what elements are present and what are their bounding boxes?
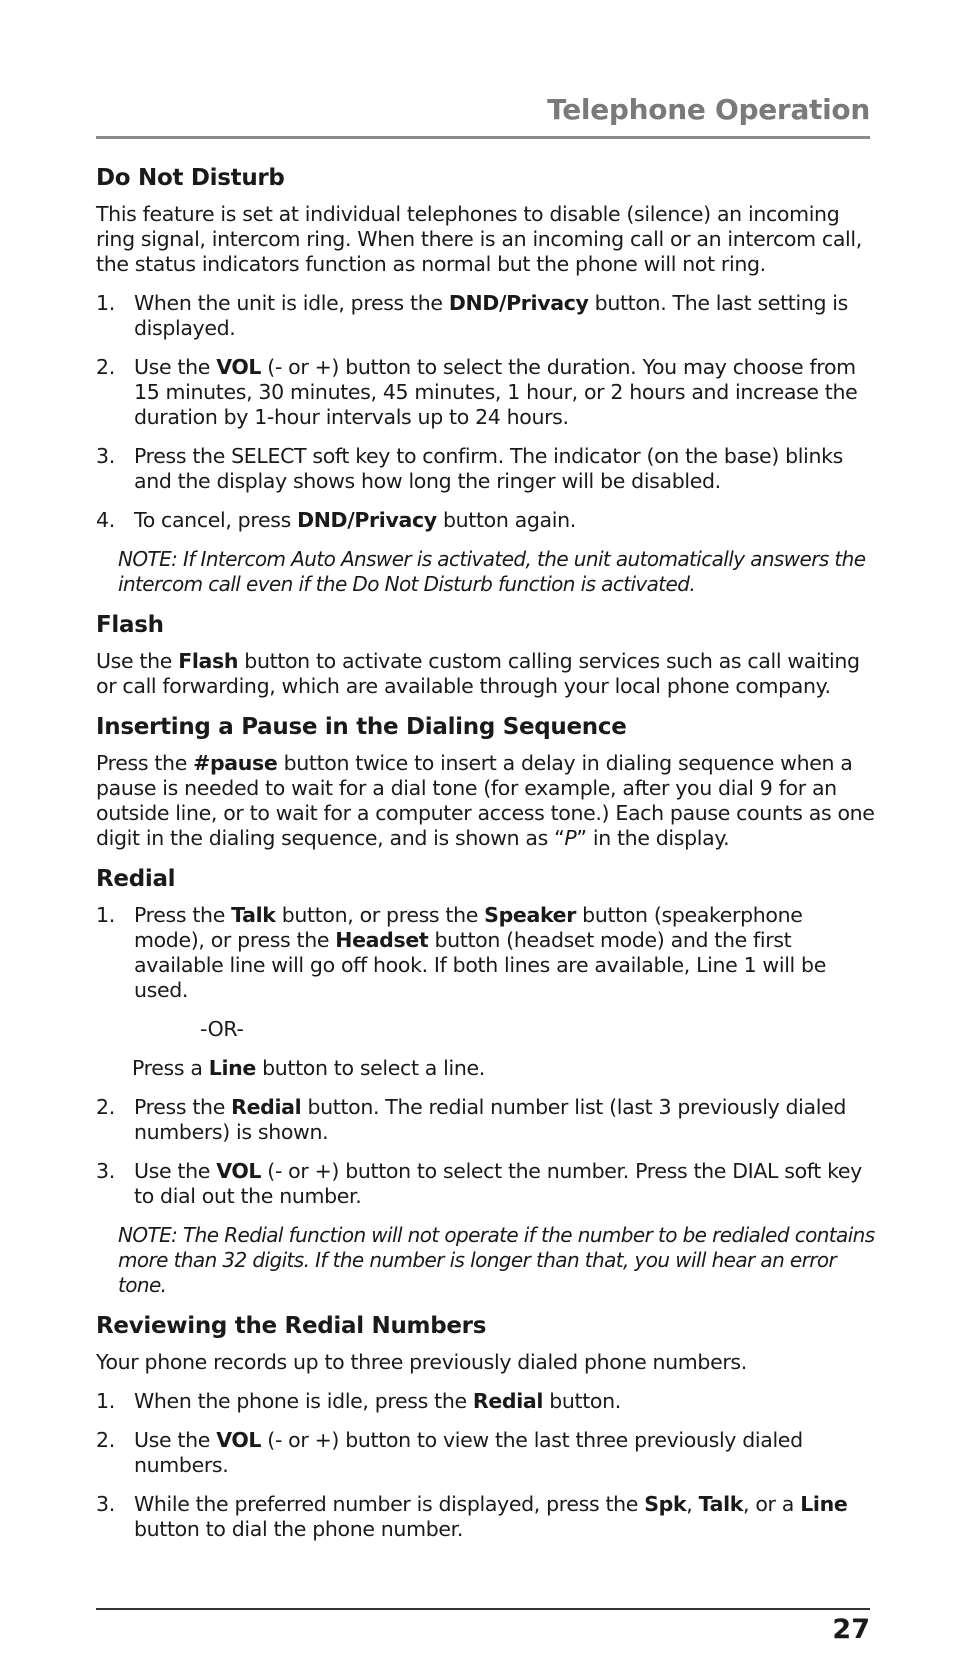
body-text: ” in the display.: [576, 826, 730, 850]
flash-text: [96, 649, 876, 699]
step-text: button, or press the: [275, 903, 485, 927]
step-text: To cancel, press: [134, 508, 298, 532]
review-steps: [96, 1389, 876, 1542]
step-text: button to dial the phone number.: [134, 1517, 463, 1541]
button-name: Redial: [231, 1095, 302, 1119]
list-item: [96, 355, 876, 430]
step-text: (- or +) button to select the number. Press the DIAL soft key to dial out the number.: [134, 1159, 862, 1208]
step-text: Use the: [134, 355, 217, 379]
step-text: While the preferred number is displayed, press the: [134, 1492, 645, 1516]
body-text: Use the: [96, 649, 179, 673]
list-item: [96, 291, 876, 341]
step-text: button. The redial number list (last 3 previously dialed numbers) is shown.: [134, 1095, 847, 1144]
step-text: (- or +) button to view the last three previously dialed numbers.: [134, 1428, 803, 1477]
list-item: [96, 508, 876, 533]
step-text: Press a: [132, 1056, 209, 1080]
step-text: button.: [543, 1389, 621, 1413]
button-name: DND/Privacy: [297, 508, 437, 532]
page-number: 27: [832, 1614, 870, 1645]
button-name: VOL: [216, 1159, 262, 1183]
button-name: Line: [208, 1056, 256, 1080]
step-text: button (headset mode) and the first available line will go off hook. If both lines are available, Line 1 will be used.: [134, 928, 826, 1002]
pause-text: [96, 751, 876, 851]
step-number: 3.: [96, 1492, 115, 1516]
review-heading: Reviewing the Redial Numbers: [96, 1313, 487, 1339]
button-name: Flash: [178, 649, 239, 673]
button-name: Line: [800, 1492, 848, 1516]
button-name: Talk: [231, 903, 276, 927]
button-name: #pause: [193, 751, 278, 775]
step-number: 1.: [96, 903, 115, 927]
or-separator: -OR-: [200, 1017, 244, 1041]
header-title: Telephone Operation: [547, 93, 870, 126]
step-text: button. The last setting is displayed.: [134, 291, 848, 340]
button-name: DND/Privacy: [448, 291, 589, 315]
step-number: 1.: [96, 1389, 115, 1413]
step-number: 3.: [96, 444, 115, 468]
redial-alt: [132, 1056, 876, 1081]
step-text: When the unit is idle, press the: [134, 291, 449, 315]
step-text: When the phone is idle, press the: [134, 1389, 473, 1413]
button-name: Talk: [698, 1492, 744, 1516]
list-item: [96, 1428, 876, 1478]
redial-note: NOTE: The Redial function will not operate if the number to be redialed contains more than 32 digits. If the number is longer than that, you will hear an error tone.: [118, 1223, 875, 1297]
redial-heading: Redial: [96, 866, 176, 892]
step-text: Press the: [134, 903, 232, 927]
step-number: 3.: [96, 1159, 115, 1183]
step-text: Press the: [134, 1095, 232, 1119]
list-item: [96, 903, 876, 1003]
body-text: Press the: [96, 751, 194, 775]
dnd-heading: Do Not Disturb: [96, 165, 285, 191]
redial-steps-b: [96, 1095, 876, 1209]
step-text: button again.: [436, 508, 576, 532]
step-number: 1.: [96, 291, 115, 315]
step-number: 2.: [96, 1095, 115, 1119]
button-name: VOL: [216, 355, 262, 379]
dnd-intro: This feature is set at individual telephones to disable (silence) an incoming ring signal, intercom ring. When there is an incoming call or an intercom call, the status indicators function as normal but the phone will not ring.: [96, 202, 862, 276]
pause-heading: Inserting a Pause in the Dialing Sequence: [96, 714, 627, 740]
button-name: Spk: [644, 1492, 687, 1516]
button-name: Speaker: [484, 903, 576, 927]
page-content: [96, 164, 876, 1556]
flash-heading: Flash: [96, 612, 164, 638]
button-name: Redial: [472, 1389, 544, 1413]
step-text: Use the: [134, 1428, 217, 1452]
step-text: button to select a line.: [255, 1056, 485, 1080]
list-item: [96, 1159, 876, 1209]
footer-divider: [96, 1608, 870, 1610]
step-text: (- or +) button to select the duration. You may choose from 15 minutes, 30 minutes, 45 minutes, 1 hour, or 2 hours and increase the duration by 1-hour intervals up to 24 hours.: [134, 355, 858, 429]
list-item: [96, 1389, 876, 1414]
step-text: ,: [686, 1492, 699, 1516]
redial-steps-a: [96, 903, 876, 1003]
list-item: [96, 1095, 876, 1145]
page-header: [96, 92, 870, 139]
body-text: button to activate custom calling services such as call waiting or call forwarding, which are available through your local phone company.: [96, 649, 860, 698]
button-name: Headset: [335, 928, 429, 952]
step-text: Use the: [134, 1159, 217, 1183]
dnd-steps: [96, 291, 876, 533]
body-text: button twice to insert a delay in dialing sequence when a pause is needed to wait for a dial tone (for example, after you dial 9 for an outside line, or to wait for a computer access tone.) Each pause counts as one digit in the dialing sequence, and is shown as “: [96, 751, 875, 850]
step-number: 4.: [96, 508, 115, 532]
step-text: , or a: [743, 1492, 801, 1516]
step-number: 2.: [96, 1428, 115, 1452]
list-item: [96, 1492, 876, 1542]
step-number: 2.: [96, 355, 115, 379]
pause-symbol: P: [564, 826, 577, 850]
list-item: [96, 444, 876, 494]
step-text: Press the SELECT soft key to confirm. The indicator (on the base) blinks and the display shows how long the ringer will be disabled.: [134, 444, 843, 493]
dnd-note: NOTE: If Intercom Auto Answer is activated, the unit automatically answers the intercom call even if the Do Not Disturb function is activated.: [118, 547, 866, 596]
review-intro: Your phone records up to three previously dialed phone numbers.: [96, 1350, 747, 1374]
step-text: button (speakerphone mode), or press the: [134, 903, 803, 952]
button-name: VOL: [216, 1428, 262, 1452]
